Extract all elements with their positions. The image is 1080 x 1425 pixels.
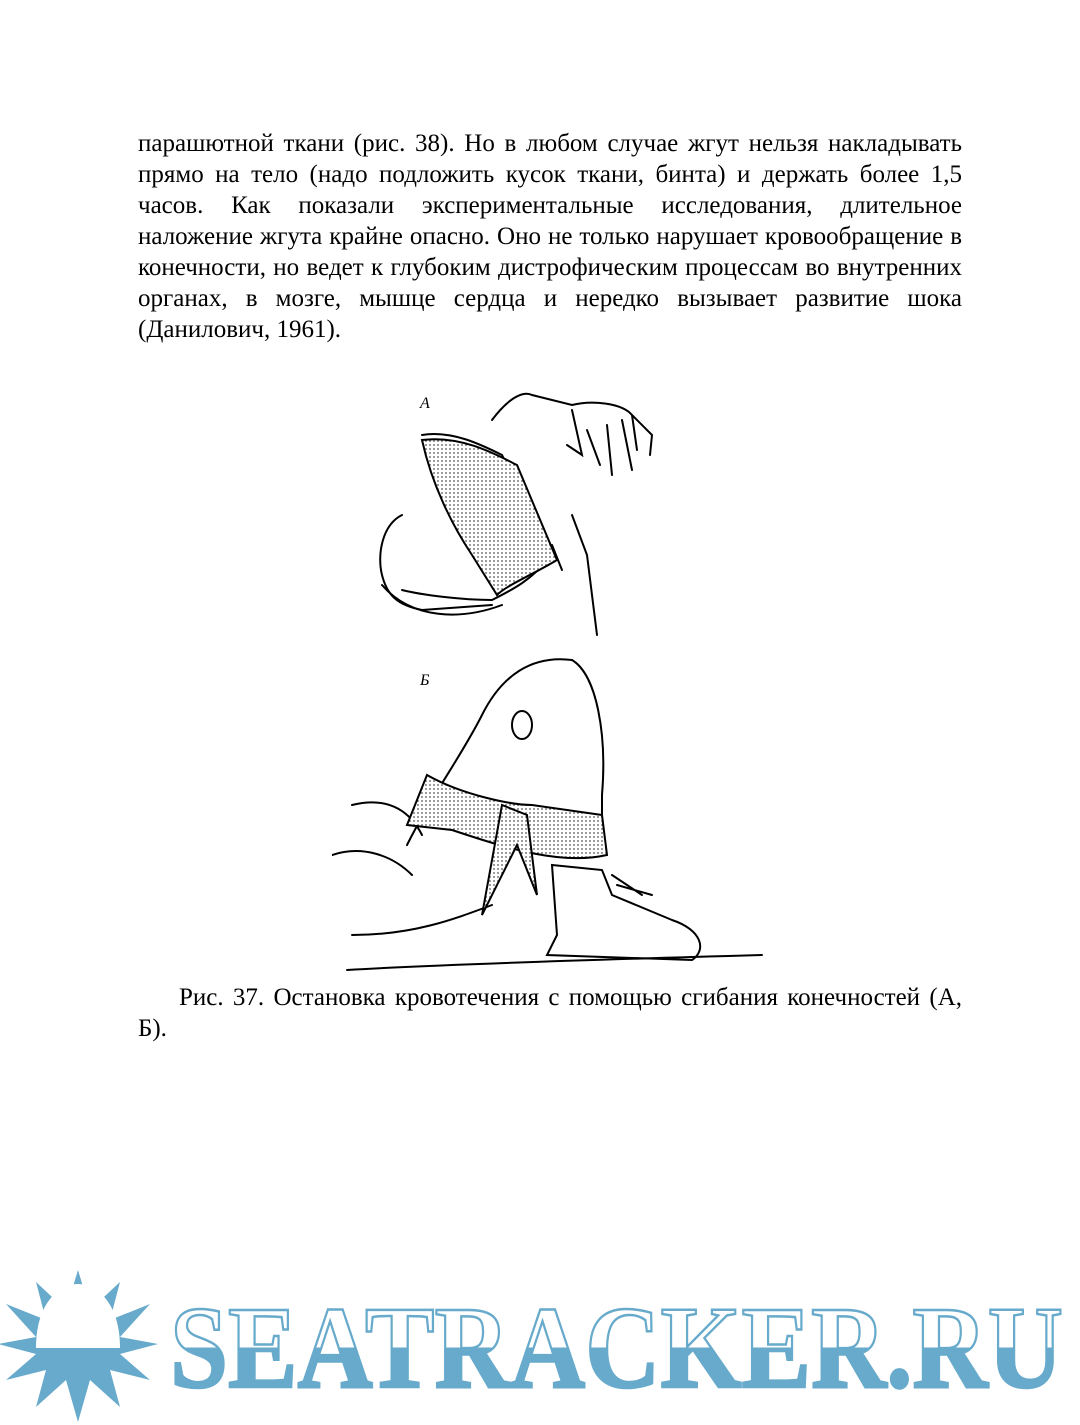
figure-caption: Рис. 37. Остановка кровотечения с помощью сгибания конечностей (А, Б). — [138, 984, 962, 1042]
watermark-text: SEATRACKER.RU — [170, 1282, 1063, 1413]
figure-illustration — [332, 375, 772, 973]
body-paragraph: парашютной ткани (рис. 38). Но в любом случае жгут нельзя накладывать прямо на тело (надо подложить кусок ткани, бинта) и держать более 1,5 часов. Как показали экспериментальные исследования, длительное наложение жгута крайне опасно. Оно не только нарушает кровообращение в конечности, но ведет к глубоким дистрофическим процессам во внутренних органах, в мозге, мышце сердца и нередко вызывает развитие шока (Данилович, 1961). — [138, 130, 962, 343]
figure-label-b: Б — [420, 672, 430, 689]
figure-label-a: А — [420, 395, 430, 412]
sun-icon — [0, 1270, 158, 1422]
watermark-logo — [0, 1262, 1080, 1425]
